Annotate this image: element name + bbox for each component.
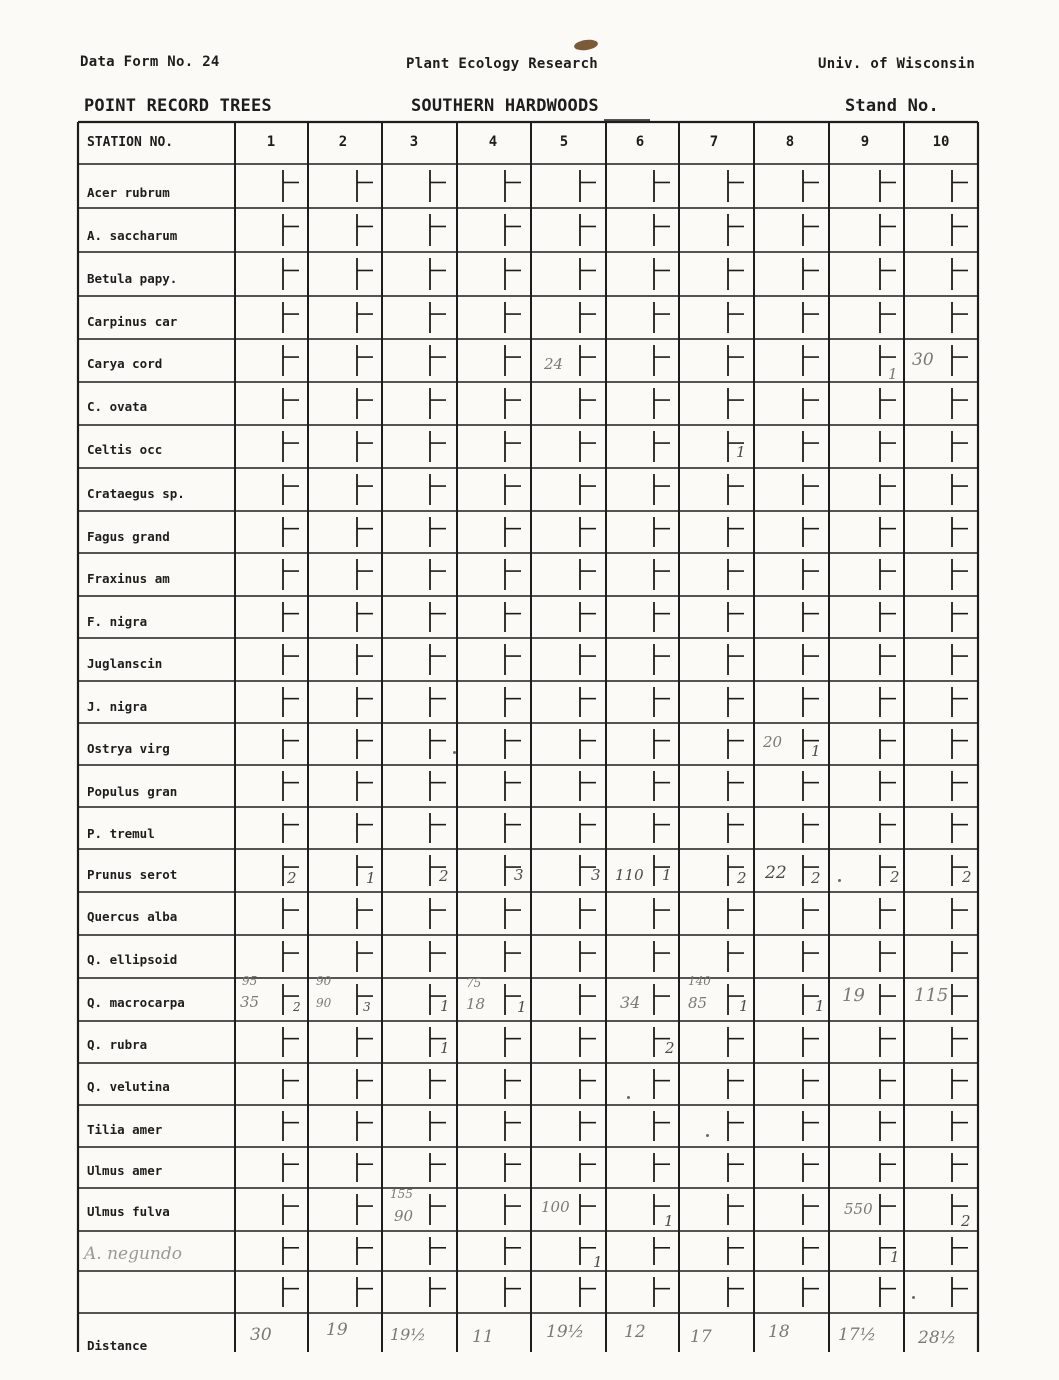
distance-value: 28½ — [918, 1328, 957, 1348]
species-label: Betula papy. — [87, 271, 178, 286]
count-entry: 2 — [287, 869, 297, 887]
distance-value: 11 — [472, 1327, 494, 1347]
pencil-mark — [453, 751, 456, 754]
distance-value: 18 — [768, 1322, 790, 1342]
species-label: J. nigra — [87, 699, 148, 714]
count-entry: 2 — [665, 1039, 675, 1057]
dbh-entry: 140 — [688, 974, 711, 988]
count-entry: 1 — [440, 997, 450, 1015]
distance-value: 19 — [326, 1320, 348, 1340]
count-entry: 3 — [363, 1000, 371, 1014]
added-species-label: A. negundo — [84, 1244, 182, 1264]
dbh-entry: 20 — [763, 733, 783, 751]
pencil-mark — [627, 1096, 630, 1099]
species-label: P. tremul — [87, 826, 155, 841]
dbh-entry: 24 — [544, 355, 564, 373]
station-header: STATION NO. — [87, 135, 174, 150]
dbh-entry: 19 — [842, 985, 865, 1006]
species-label: Populus gran — [87, 784, 178, 799]
dbh-entry: 90 — [394, 1207, 414, 1225]
species-label: Q. ellipsoid — [87, 952, 178, 967]
distance-value: 30 — [250, 1325, 272, 1345]
species-label: Q. velutina — [87, 1079, 170, 1094]
species-label: Fagus grand — [87, 529, 170, 544]
count-entry: 2 — [962, 868, 972, 886]
count-entry: 1 — [736, 443, 746, 461]
station-6: 6 — [635, 134, 645, 150]
species-label: Q. rubra — [87, 1037, 148, 1052]
program-name: Plant Ecology Research — [406, 56, 599, 72]
form-title: POINT RECORD TREES — [84, 96, 272, 116]
count-entry: 2 — [890, 868, 900, 886]
station-5: 5 — [559, 134, 569, 150]
count-entry: 1 — [366, 869, 376, 887]
dbh-entry: 100 — [541, 1198, 570, 1216]
institution-name: Univ. of Wisconsin — [818, 56, 976, 72]
species-label: Fraxinus am — [87, 571, 170, 586]
distance-value: 19½ — [390, 1325, 426, 1344]
count-entry: 2 — [293, 1000, 301, 1014]
count-entry: 1 — [664, 1212, 674, 1230]
count-entry: 2 — [439, 867, 449, 885]
dbh-entry: 550 — [844, 1200, 873, 1218]
stand-number-label: Stand No. — [845, 96, 939, 116]
station-4: 4 — [488, 134, 498, 150]
count-entry: 3 — [591, 866, 601, 884]
dbh-entry: 110 — [615, 866, 644, 884]
dbh-entry: 155 — [390, 1187, 413, 1201]
dbh-entry: 95 — [242, 974, 258, 988]
count-entry: 2 — [961, 1212, 971, 1230]
dbh-entry: 34 — [620, 993, 641, 1012]
count-entry: 1 — [815, 997, 825, 1015]
distance-value: 12 — [624, 1322, 646, 1342]
species-label: Tilia amer — [87, 1122, 163, 1137]
species-label: A. saccharum — [87, 228, 178, 243]
count-entry: 1 — [517, 998, 527, 1016]
count-entry: 3 — [514, 866, 524, 884]
species-label: Ulmus amer — [87, 1163, 163, 1178]
form-number: Data Form No. 24 — [80, 54, 220, 70]
species-label: F. nigra — [87, 614, 148, 629]
dbh-entry: 18 — [466, 995, 486, 1013]
species-label: Celtis occ — [87, 442, 163, 457]
count-entry: 1 — [890, 1248, 900, 1266]
dbh-entry: 90 — [316, 974, 332, 988]
count-entry: 2 — [737, 869, 747, 887]
count-entry: 1 — [662, 866, 672, 884]
community-title: SOUTHERN HARDWOODS — [411, 96, 599, 116]
station-7: 7 — [709, 134, 719, 150]
distance-value: 17½ — [838, 1325, 877, 1345]
dbh-entry: 115 — [914, 985, 949, 1006]
dbh-entry: 22 — [765, 863, 787, 883]
station-10: 10 — [932, 134, 950, 150]
species-label: Carpinus car — [87, 314, 178, 329]
species-label: Prunus serot — [87, 867, 178, 882]
count-entry: 1 — [593, 1253, 603, 1271]
dbh-entry: 85 — [688, 994, 708, 1012]
pencil-mark — [838, 879, 841, 882]
distance-value: 17 — [690, 1327, 712, 1347]
dbh-entry: 75 — [466, 976, 482, 990]
distance-label: Distance — [87, 1338, 148, 1353]
species-label: Quercus alba — [87, 909, 178, 924]
species-label: Acer rubrum — [87, 185, 170, 200]
station-2: 2 — [338, 134, 348, 150]
station-1: 1 — [266, 134, 276, 150]
species-label: Ulmus fulva — [87, 1204, 170, 1219]
station-8: 8 — [785, 134, 795, 150]
count-entry: 2 — [811, 869, 821, 887]
count-entry: 1 — [440, 1039, 450, 1057]
species-label: Ostrya virg — [87, 741, 170, 756]
species-label: C. ovata — [87, 399, 148, 414]
dbh-entry: 30 — [912, 350, 934, 370]
species-label: Juglanscin — [87, 656, 163, 671]
count-entry: 1 — [888, 365, 898, 383]
distance-value: 19½ — [546, 1322, 585, 1342]
station-3: 3 — [409, 134, 419, 150]
species-label: Q. macrocarpa — [87, 995, 185, 1010]
count-entry: 1 — [811, 742, 821, 760]
count-entry: 1 — [739, 997, 749, 1015]
dbh-entry: 35 — [240, 993, 260, 1011]
species-label: Carya cord — [87, 356, 163, 371]
species-label: Crataegus sp. — [87, 486, 185, 501]
station-9: 9 — [860, 134, 870, 150]
pencil-mark — [912, 1296, 915, 1299]
pencil-mark — [706, 1134, 709, 1137]
dbh-entry: 90 — [316, 996, 332, 1010]
